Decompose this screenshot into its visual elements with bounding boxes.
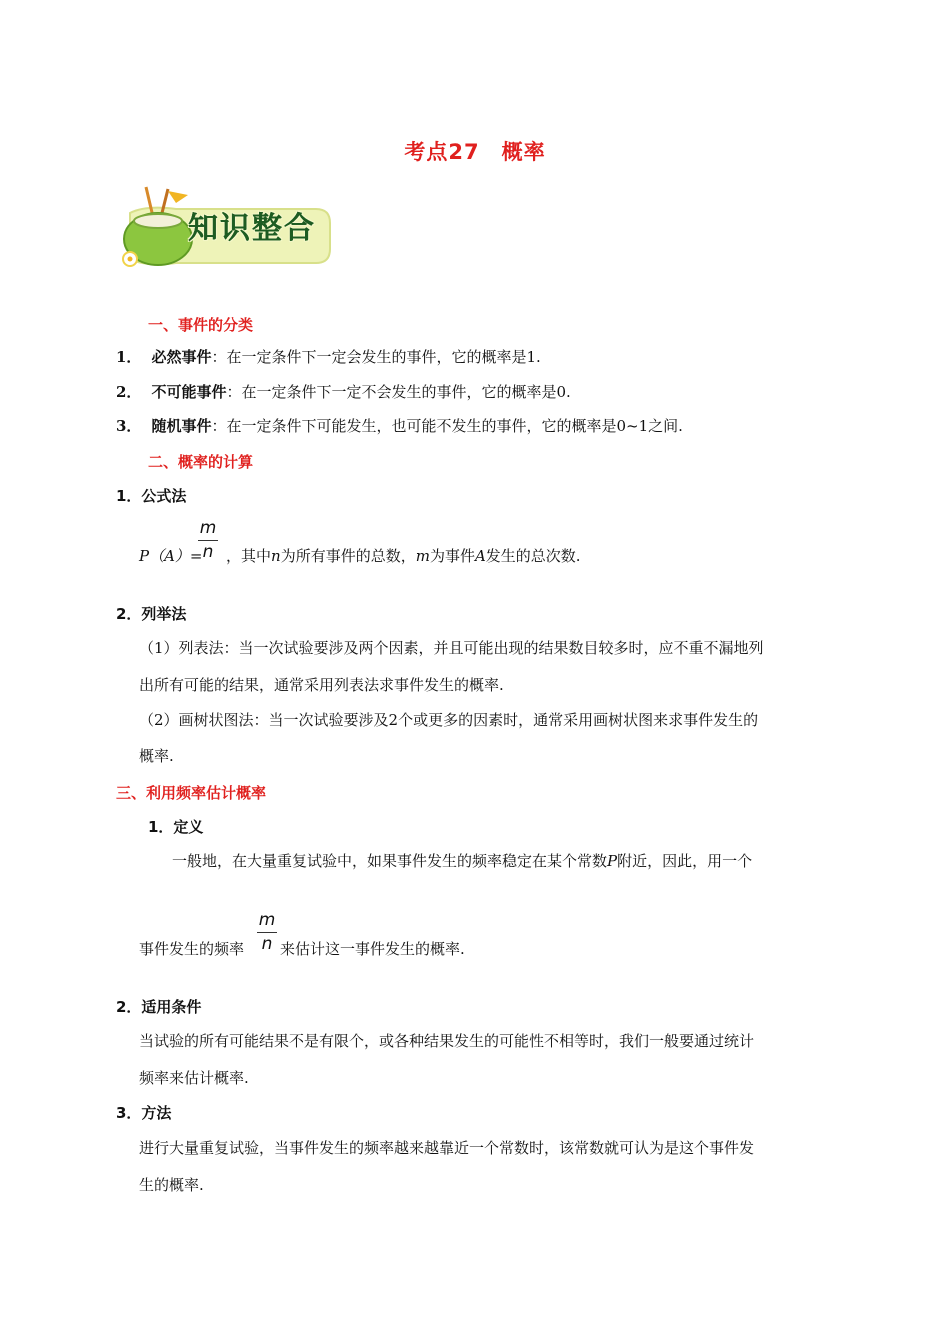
page-title: 考点27 概率 (404, 140, 546, 164)
subheading-formula-method: 1．公式法 (116, 487, 187, 505)
list-item (116, 347, 541, 367)
item-number: 2． (116, 383, 142, 401)
variable-p: P (607, 852, 618, 870)
subheading-conditions: 2．适用条件 (116, 998, 202, 1016)
paragraph-conditions: 当试验的所有可能结果不是有限个，或各种结果发生的可能性不相等时，我们一般要通过统计 (139, 1032, 755, 1050)
list-item (116, 416, 683, 436)
fraction-m-over-n (257, 910, 277, 954)
formula-explanation (226, 546, 581, 566)
subheading-method: 3．方法 (116, 1104, 172, 1122)
paragraph-list-method-cont: 出所有可能的结果，通常采用列表法求事件发生的概率. (139, 676, 504, 694)
section-heading-3: 三、利用频率估计概率 (116, 784, 267, 802)
paragraph-list-method: （1）列表法：当一次试验要涉及两个因素，并且可能出现的结果数目较多时，应不重不漏地列 (139, 639, 764, 657)
variable-n: n (271, 547, 281, 565)
paragraph-method: 进行大量重复试验，当事件发生的频率越来越靠近一个常数时，该常数就可认为是这个事件发 (139, 1139, 755, 1157)
formula-text: 为所有事件的总数， (280, 547, 416, 565)
paragraph-tree-method: （2）画树状图法：当一次试验要涉及2个或更多的因素时，通常采用画树状图来求事件发生的 (139, 711, 759, 729)
item-text: ：在一定条件下可能发生，也可能不发生的事件，它的概率是0~1之间. (211, 417, 683, 435)
formula-text: 发生的总次数. (485, 547, 581, 565)
definition-text: 一般地，在大量重复试验中，如果事件发生的频率稳定在某个常数 (172, 852, 608, 870)
variable-m: m (415, 547, 430, 565)
fraction-denominator: n (202, 542, 214, 562)
item-term: 必然事件 (151, 348, 212, 366)
paragraph-conditions-cont: 频率来估计概率. (139, 1069, 249, 1087)
paragraph-definition (172, 851, 752, 871)
subheading-definition: 1．定义 (148, 818, 204, 836)
item-text: ：在一定条件下一定不会发生的事件，它的概率是0. (226, 383, 571, 401)
paragraph-tree-method-cont: 概率. (139, 747, 174, 765)
item-number: 3． (116, 417, 142, 435)
fraction-numerator: m (258, 910, 276, 930)
subheading-enumeration-method: 2．列举法 (116, 605, 187, 623)
section-heading-1: 一、事件的分类 (148, 316, 254, 334)
banner-label: 知识整合 (188, 211, 316, 246)
paragraph-definition-cont: 事件发生的频率 (139, 940, 245, 958)
formula-text: 为事件 (429, 547, 475, 565)
item-term: 不可能事件 (151, 383, 227, 401)
definition-text: 附近，因此，用一个 (617, 852, 753, 870)
formula-text: ，其中 (226, 547, 272, 565)
fraction-denominator: n (261, 934, 273, 954)
paragraph-definition-cont-b: 来估计这一事件发生的概率. (280, 940, 465, 958)
formula-lhs-text: P（A）= (139, 547, 203, 565)
list-item (116, 382, 571, 402)
knowledge-banner (116, 185, 336, 275)
section-heading-2: 二、概率的计算 (148, 453, 254, 471)
fraction-numerator: m (199, 518, 217, 538)
item-term: 随机事件 (151, 417, 212, 435)
paragraph-method-cont: 生的概率. (139, 1176, 204, 1194)
formula-lhs (139, 546, 203, 566)
variable-a: A (474, 547, 486, 565)
item-number: 1． (116, 348, 142, 366)
item-text: ：在一定条件下一定会发生的事件，它的概率是1. (211, 348, 541, 366)
